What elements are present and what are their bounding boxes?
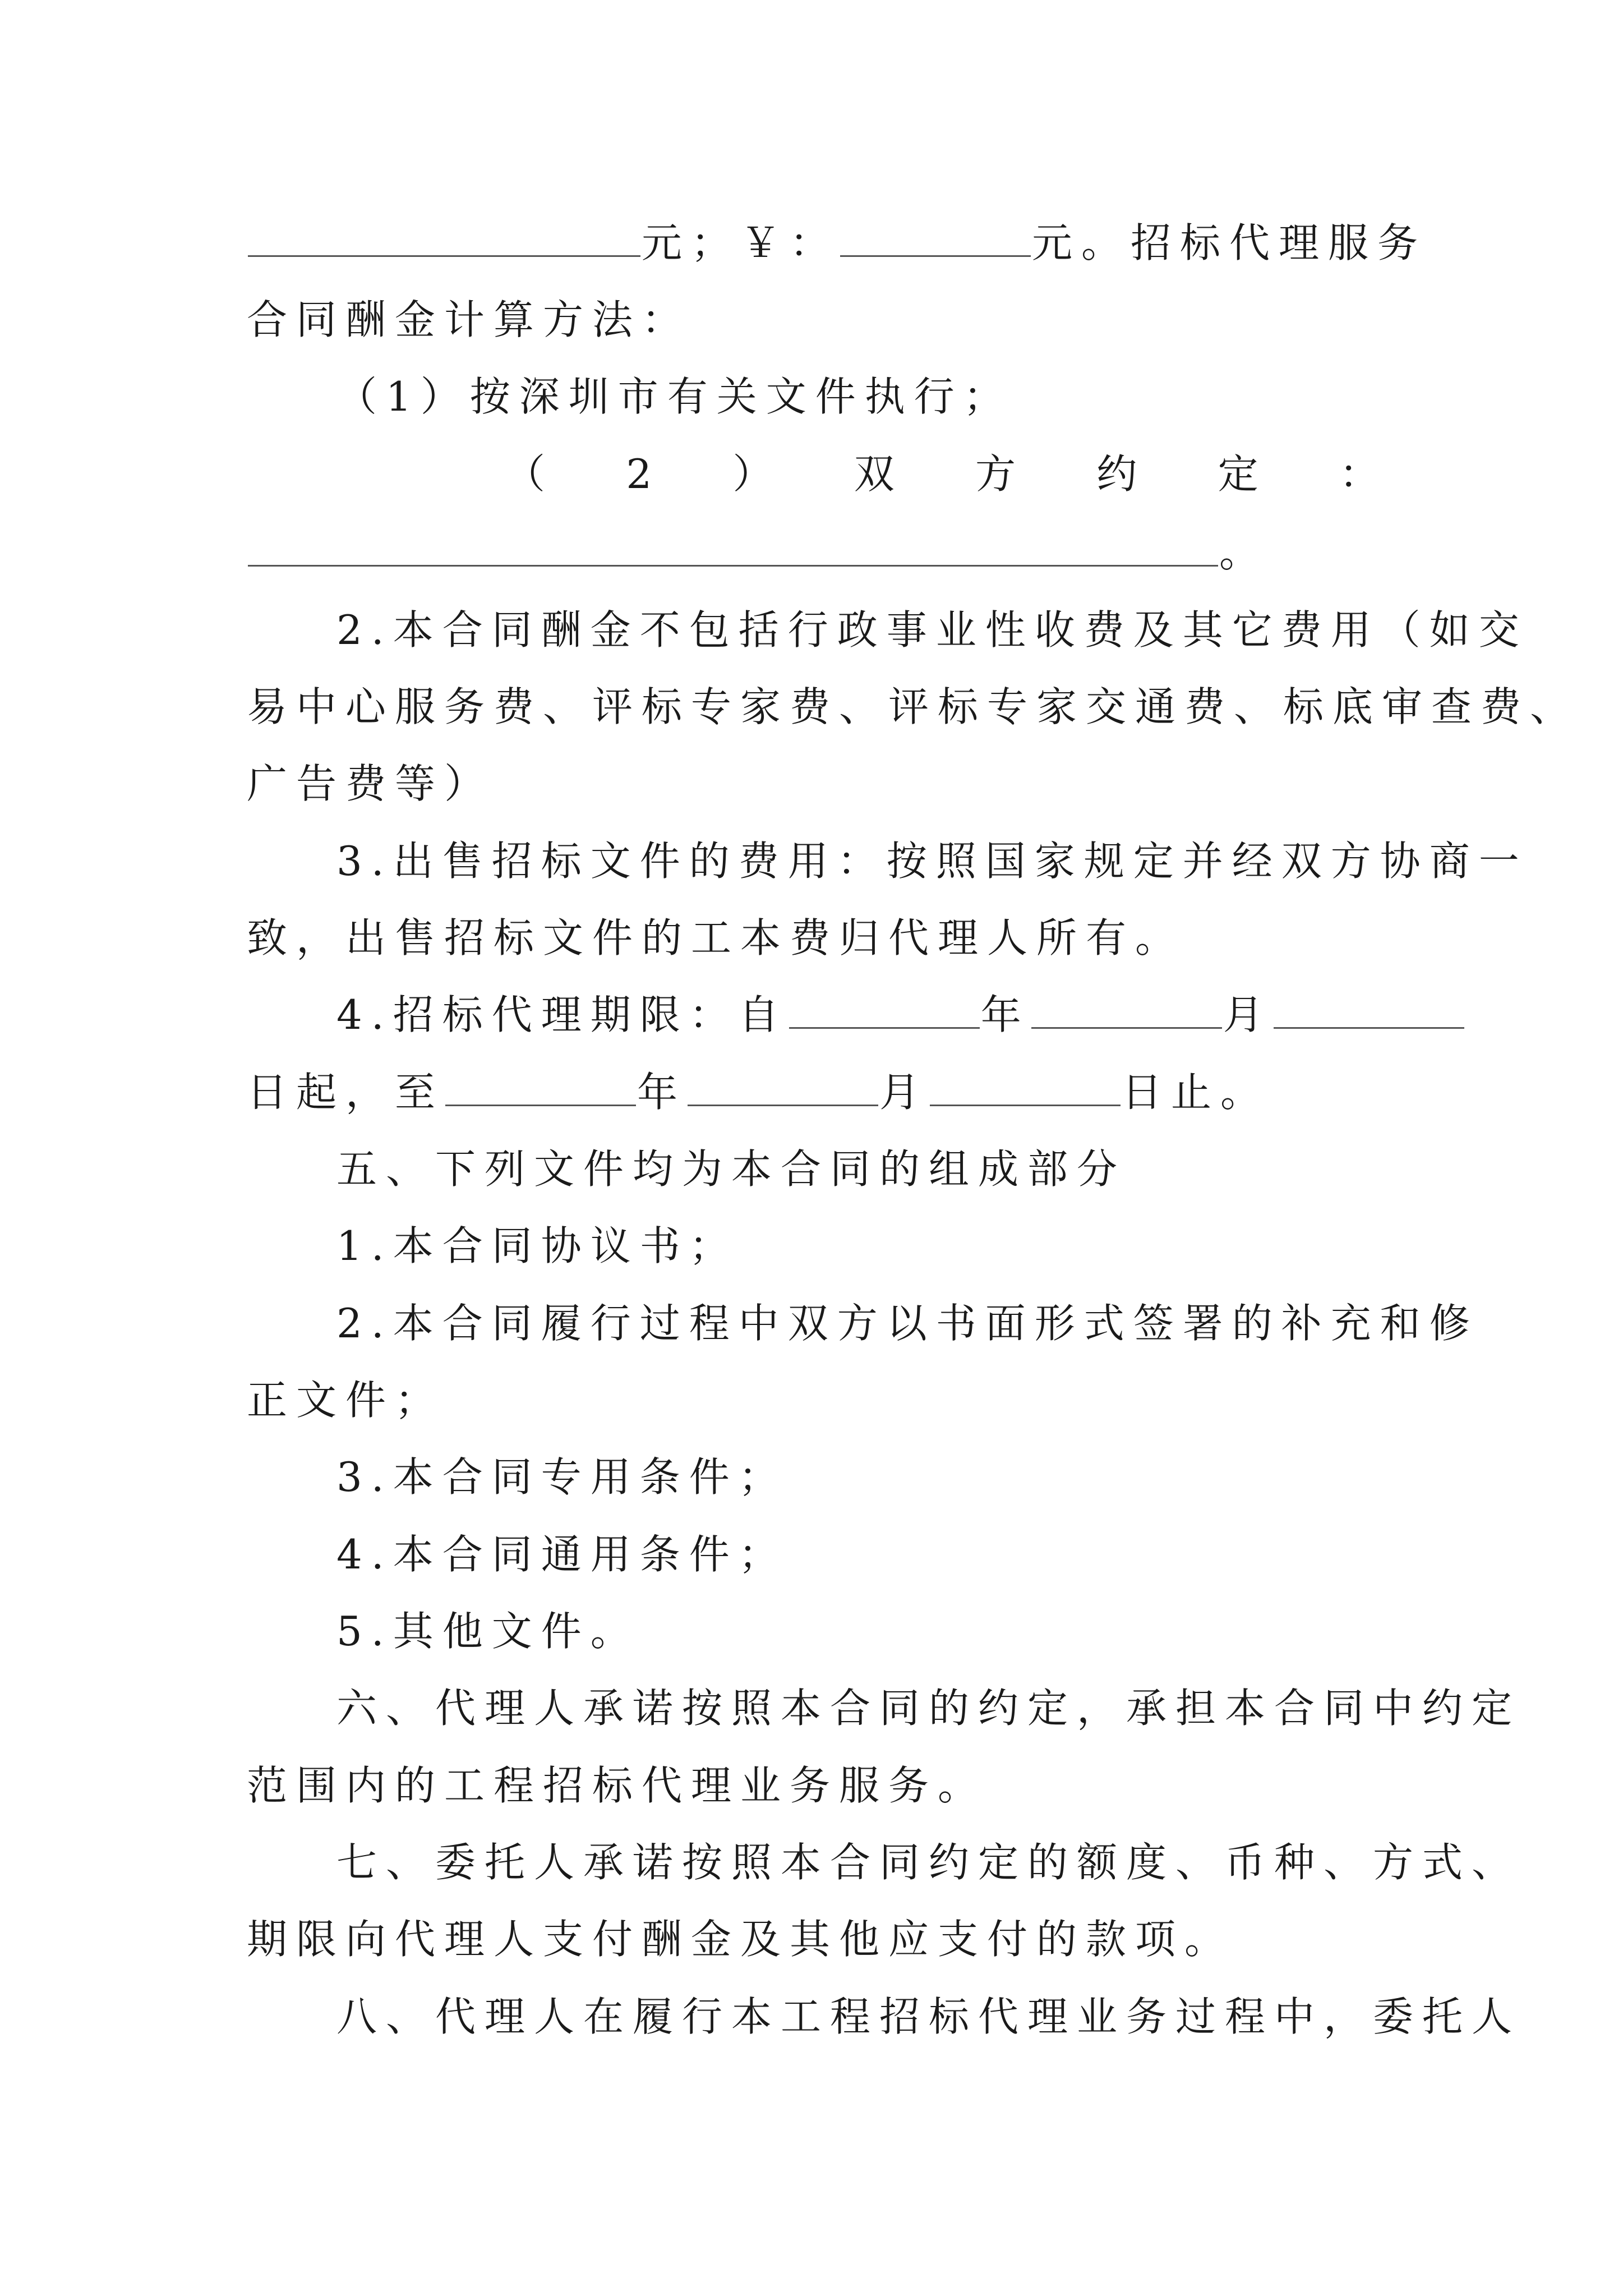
paragraph-line: 3.出售招标文件的费用：按照国家规定并经双方协商一 bbox=[336, 838, 1528, 885]
paragraph-line: 合同酬金计算方法： bbox=[247, 296, 691, 343]
agreement-blank[interactable] bbox=[248, 526, 1218, 567]
section-heading: 七、委托人承诺按照本合同约定的额度、币种、方式、 bbox=[336, 1839, 1521, 1886]
list-item: 2.本合同履行过程中双方以书面形式签署的补充和修 bbox=[336, 1300, 1479, 1347]
fee-text-a: 元；￥： bbox=[642, 219, 840, 266]
start-year-blank[interactable] bbox=[789, 988, 980, 1029]
section-heading: 六、代理人承诺按照本合同的约定，承担本合同中约定 bbox=[336, 1685, 1521, 1732]
list-item: 正文件； bbox=[247, 1377, 445, 1424]
list-item: 4.本合同通用条件； bbox=[336, 1531, 788, 1578]
period-line: 4.招标代理期限：自 年 月 bbox=[336, 984, 1623, 1046]
start-month-blank[interactable] bbox=[1031, 988, 1222, 1029]
fee-text-b: 元。招标代理服务 bbox=[1032, 219, 1427, 266]
paragraph-line: 易中心服务费、评标专家费、评标专家交通费、标底审查费、 bbox=[247, 683, 1580, 730]
list-item: 5.其他文件。 bbox=[336, 1608, 640, 1655]
section-heading: 五、下列文件均为本合同的组成部分 bbox=[336, 1145, 1127, 1193]
fee-amount-blank[interactable] bbox=[840, 216, 1031, 257]
paragraph-line: 2.本合同酬金不包括行政事业性收费及其它费用（如交 bbox=[336, 606, 1528, 654]
fee-blank[interactable] bbox=[248, 216, 640, 257]
paragraph-line: 期限向代理人支付酬金及其他应支付的款项。 bbox=[247, 1916, 1234, 1963]
fee-line bbox=[247, 212, 1623, 274]
period-line-2: 日起，至 年 月 日止。 bbox=[247, 1061, 1623, 1123]
end-month-blank[interactable] bbox=[688, 1065, 878, 1106]
end-year-blank[interactable] bbox=[445, 1065, 636, 1106]
paragraph-line: 致，出售招标文件的工本费归代理人所有。 bbox=[247, 914, 1185, 961]
end-day-blank[interactable] bbox=[930, 1065, 1121, 1106]
paragraph-line: 范围内的工程招标代理业务服务。 bbox=[247, 1762, 988, 1809]
agreement-blank-line: 。 bbox=[247, 522, 1623, 583]
start-day-blank[interactable] bbox=[1274, 988, 1464, 1029]
list-item: 1.本合同协议书； bbox=[336, 1222, 739, 1269]
agreement-line: （ 2 ） 双 方 约 定 ： bbox=[505, 450, 1380, 498]
paragraph-line: （1）按深圳市有关文件执行； bbox=[336, 373, 1013, 420]
list-item: 3.本合同专用条件； bbox=[336, 1453, 788, 1501]
paragraph-line: 广告费等） bbox=[247, 760, 494, 807]
section-heading: 八、代理人在履行本工程招标代理业务过程中，委托人 bbox=[336, 1993, 1521, 2040]
